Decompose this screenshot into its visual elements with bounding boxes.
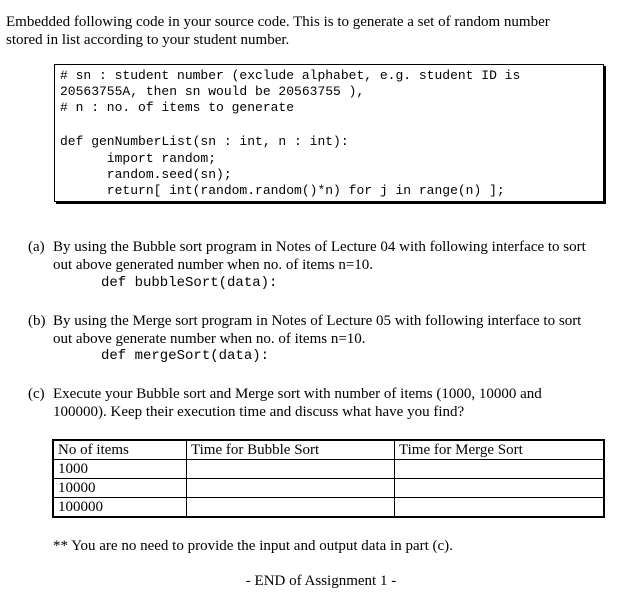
table-cell	[187, 479, 395, 498]
table-cell	[395, 498, 605, 518]
question-b-label: (b)	[28, 313, 46, 329]
code-line: # sn : student number (exclude alphabet, e.g. student ID is	[60, 68, 521, 83]
table-cell: 1000	[53, 460, 187, 479]
question-a-line-1: By using the Bubble sort program in Notes of Lecture 04 with following interface to sort	[53, 239, 586, 255]
question-a-line-2: out above generated number when no. of items n=10.	[53, 257, 374, 273]
timing-table	[52, 439, 605, 518]
code-line: # n : no. of items to generate	[60, 100, 295, 115]
question-c-line-1: Execute your Bubble sort and Merge sort with number of items (1000, 10000 and	[53, 386, 542, 402]
table-cell	[187, 460, 395, 479]
question-a-label: (a)	[28, 239, 45, 255]
table-cell: 100000	[53, 498, 187, 518]
question-b-line-2: out above generate number when no. of items n=10.	[53, 331, 366, 347]
table-cell: 10000	[53, 479, 187, 498]
table-header-row	[53, 440, 604, 460]
table-row	[53, 460, 604, 479]
question-b-line-1: By using the Merge sort program in Notes of Lecture 05 with following interface to sort	[53, 313, 582, 329]
table-row	[53, 498, 604, 518]
note: ** You are no need to provide the input and output data in part (c).	[53, 538, 453, 554]
code-line: random.seed(sn);	[60, 167, 232, 182]
code-line: return[ int(random.random()*n) for j in range(n) ];	[60, 183, 505, 198]
table-header: No of items	[53, 440, 187, 460]
table-row	[53, 479, 604, 498]
code-line: import random;	[60, 151, 217, 166]
table-header: Time for Bubble Sort	[187, 440, 395, 460]
question-c-label: (c)	[28, 386, 45, 402]
table-cell	[187, 498, 395, 518]
bubble-sort-interface: def bubbleSort(data):	[101, 275, 278, 291]
intro-line-1: Embedded following code in your source code. This is to generate a set of random number	[6, 14, 550, 30]
code-line: 20563755A, then sn would be 20563755 ),	[60, 84, 365, 99]
table-cell	[395, 460, 605, 479]
code-block	[54, 64, 604, 202]
merge-sort-interface: def mergeSort(data):	[101, 348, 270, 364]
table-cell	[395, 479, 605, 498]
table-header: Time for Merge Sort	[395, 440, 605, 460]
end-marker: - END of Assignment 1 -	[245, 573, 397, 589]
question-c-line-2: 100000). Keep their execution time and discuss what have you find?	[53, 404, 465, 420]
intro-line-2: stored in list according to your student number.	[6, 32, 290, 48]
code-line: def genNumberList(sn : int, n : int):	[60, 134, 349, 149]
